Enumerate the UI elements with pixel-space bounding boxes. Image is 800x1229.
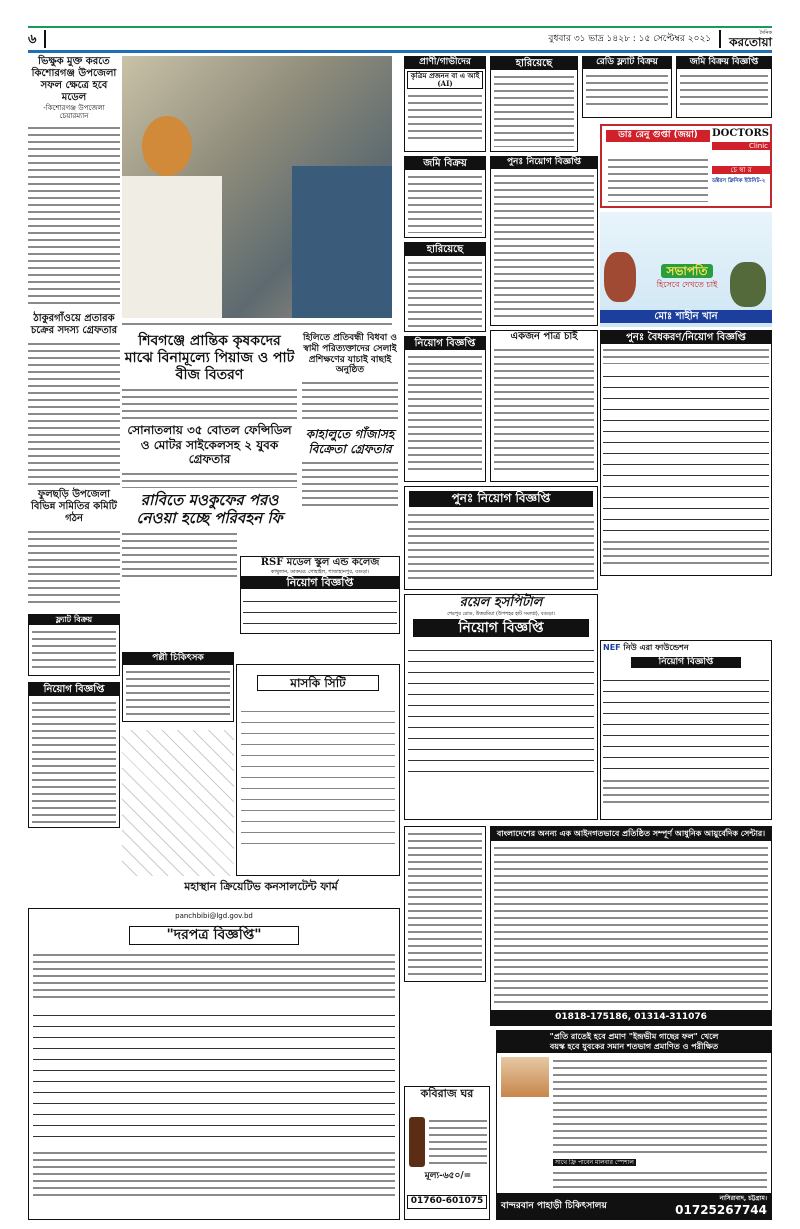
- revalidation-ad: পুনঃ বৈধকরণ/নিয়োগ বিজ্ঞপ্তি: [600, 330, 772, 576]
- left-column: ভিক্ষুক মুক্ত করতে কিশোরগঞ্জ উপজেলা সফল ক্ষেত্রে হবে মডেল -কিশোরগঞ্জ উপজেলা চেয়ারম্যান ঠাকুরগাঁওয়ে প্রতারক চক্রের সদস্য গ্রেফতার ফুলছড়ি উপজেলা বিভিন্ন সমিতির কমিটি গঠন ফ্ল্যাট বিক্রয় নিয়োগ বিজ্ঞপ্তি: [28, 56, 120, 828]
- news-photo: [122, 56, 392, 318]
- small-ads: [404, 826, 486, 986]
- royal-hospital-ad: রয়েল হসপিটাল শেরপুর রোড, উত্তরমিয়া (উপশহর হাট সংলগ্ন), বগুড়া। নিয়োগ বিজ্ঞপ্তি: [404, 594, 598, 820]
- header-rule-bottom: [28, 50, 772, 53]
- nef-ad: NEF নিউ এরা ফাউন্ডেশন নিয়োগ বিজ্ঞপ্তি: [600, 640, 772, 820]
- ayurvedic-center-ad: বাংলাদেশের অনন্য এক আইনগতভাবে প্রতিষ্ঠিত সম্পূর্ণ আধুনিক আয়ুর্বেদিক সেন্টার। 01818-175186, 01314-311076: [490, 826, 772, 1026]
- masky-ad: মাসকি সিটি: [236, 664, 400, 876]
- rejob2-ad: পুনঃ নিয়োগ বিজ্ঞপ্তি: [404, 486, 598, 590]
- header-rule-top: [28, 26, 772, 28]
- tender-notice: panchbibi@lgd.gov.bd "দরপত্র বিজ্ঞপ্তি": [28, 908, 400, 1220]
- headline-rabi: রাবিতে মওকুফের পরও নেওয়া হচ্ছে পরিবহন ফি: [136, 490, 283, 527]
- job-ad: নিয়োগ বিজ্ঞপ্তি: [404, 336, 486, 482]
- mahasthan-title: মহাস্থান ক্রিয়েটিভ কনসালটেন্ট ফার্ম: [184, 880, 338, 893]
- headline-hili: হিলিতে প্রতিবন্ধী বিধবা ও স্বামী পরিত্যক্তাদের সেলাই প্রশিক্ষণের যাচাই বাছাই অনুষ্ঠিত: [303, 333, 397, 376]
- logo: করতোয়া: [729, 34, 772, 49]
- headline: ঠাকুরগাঁওয়ে প্রতারক চক্রের সদস্য গ্রেফতার: [30, 312, 118, 336]
- page-number: ৬: [28, 31, 37, 47]
- land-sale-ad: জমি বিক্রয় বিজ্ঞপ্তি: [676, 56, 772, 118]
- headline-shibganj: শিবগঞ্জে প্রান্তিক কৃষকদের মাঝে বিনামূল্যে পিয়াজ ও পাট বীজ বিতরণ: [124, 333, 295, 383]
- rejob-ad: পুনঃ নিয়োগ বিজ্ঞপ্তি: [490, 156, 598, 326]
- headline: ভিক্ষুক মুক্ত করতে কিশোরগঞ্জ উপজেলা সফল ক্ষেত্রে হবে মডেল: [31, 56, 117, 103]
- headline: ফুলছড়ি উপজেলা বিভিন্ন সমিতির কমিটি গঠন: [30, 488, 117, 524]
- headline-kahalu: কাহালুতে গাঁজাসহ বিক্রেতা গ্রেফতার: [305, 427, 395, 456]
- polli-ad: পল্লী চিকিৎসক: [122, 652, 234, 722]
- doctor-ad: ডাঃ রেনু গুপ্তা (জয়া) DOCTORS Clinic চে ম্বা র ডক্টরস ক্লিনিক ইউনিট-২: [600, 124, 772, 208]
- animal-ad: প্রাণী/গাভীদের কৃত্রিম প্রজনন বা এ আই (AI): [404, 56, 486, 152]
- news-right-flow: [302, 333, 398, 509]
- indrabhim-ad: "প্রতি রাতেই হবে প্রমাণ "ইন্দ্রভীম গাছের ফল" খেলে বয়স্ক হবে যুবকের সমান শতভাগ প্রমাণিত ও পরীক্ষিত সাথে ফ্রি পাবেন মালবার স্পেশাল বান্দরবান পাহাড়ী চিকিৎসালয় নাসিরাবাদ, চট্টগ্রাম। 01725267744: [496, 1030, 772, 1220]
- kobiraj-ad: কবিরাজ ঘর মূল্য-৬৫০/= 01760-601075: [404, 1086, 490, 1220]
- lost-ad: হারিয়েছে: [490, 56, 578, 152]
- political-banner: সভাপতি হিসেবে দেখতে চাই মোঃ শাহীন খান: [600, 212, 772, 327]
- photo: [501, 1057, 549, 1097]
- land-ad: জমি বিক্রয়: [404, 156, 486, 238]
- date: বুধবার ৩১ ভাদ্র ১৪২৮ : ১৫ সেপ্টেম্বর ২০২১: [548, 33, 712, 44]
- ready-flat-ad: রেডি ফ্ল্যাট বিক্রয়: [582, 56, 672, 118]
- groom-ad: একজন পাত্র চাই: [490, 330, 598, 482]
- rsf-ad: RSF মডেল স্কুল এন্ড কলেজ কাথুলান, ডাকঘর: গোহাইল, শাজাহানপুর, বগুড়া। নিয়োগ বিজ্ঞপ্তি: [240, 556, 400, 634]
- lost-ad-2: হারিয়েছে: [404, 242, 486, 332]
- news-left-flow: [122, 333, 297, 580]
- headline-sonatola: সোনাতলায় ৩৫ বোতল ফেন্সিডিল ও মোটর সাইকেলসহ ২ যুবক গ্রেফতার: [127, 423, 292, 467]
- page-header: ৬ বুধবার ৩১ ভাদ্র ১৪২৮ : ১৫ সেপ্টেম্বর ২০২১ দৈনিক করতোয়া: [28, 29, 772, 49]
